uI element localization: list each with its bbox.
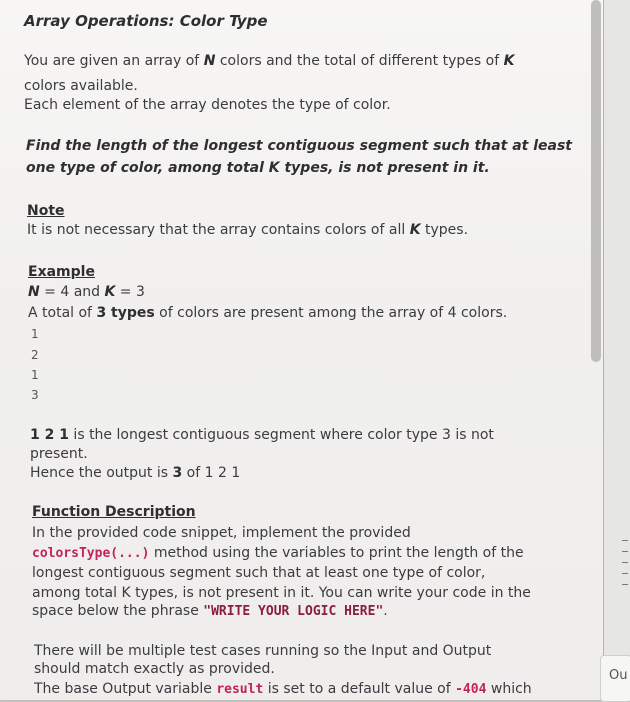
intro-line-3: Each element of the array denotes the type of color. bbox=[24, 97, 391, 113]
example-heading: Example bbox=[28, 264, 95, 280]
example-bold: 1 2 1 bbox=[30, 427, 69, 443]
scrollbar-thumb[interactable] bbox=[591, 0, 601, 362]
example-text: A total of bbox=[28, 305, 97, 321]
var-n: N bbox=[28, 284, 40, 300]
function-desc-text: . bbox=[383, 603, 388, 619]
example-bold: 3 types bbox=[96, 305, 155, 321]
explanation-line-1 bbox=[30, 426, 494, 444]
function-desc-text: space below the phrase bbox=[32, 603, 204, 619]
side-panel bbox=[604, 0, 630, 700]
array-item: 1 bbox=[31, 368, 39, 382]
var-k: K bbox=[503, 53, 515, 69]
note-text-post: types. bbox=[420, 222, 469, 238]
example-text: Hence the output is bbox=[30, 465, 173, 481]
example-text: = 4 and bbox=[39, 284, 105, 300]
function-desc-line-4: among total K types, is not present in it. You can write your code in the bbox=[32, 585, 531, 601]
code-method-name: colorsType(...) bbox=[32, 546, 150, 561]
footer-text: The base Output variable bbox=[34, 681, 217, 697]
code-phrase: "WRITE YOUR LOGIC HERE" bbox=[203, 604, 384, 619]
function-desc-line-1: In the provided code snippet, implement the provided bbox=[32, 525, 411, 541]
function-desc-heading: Function Description bbox=[32, 504, 196, 520]
function-desc-line-2 bbox=[32, 544, 524, 563]
footer-line-1: There will be multiple test cases running so the Input and Output bbox=[34, 643, 492, 659]
output-panel-label: Ou bbox=[609, 668, 628, 683]
footer-line-3 bbox=[34, 680, 532, 699]
note-heading: Note bbox=[27, 203, 65, 219]
var-k: K bbox=[104, 284, 116, 300]
intro-line-2: colors available. bbox=[24, 78, 138, 94]
example-text: of 1 2 1 bbox=[182, 465, 241, 481]
function-desc-text: method using the variables to print the length of the bbox=[149, 545, 524, 561]
intro-text: You are given an array of bbox=[24, 53, 204, 69]
example-text: is the longest contiguous segment where color type 3 is not bbox=[68, 427, 494, 443]
example-text: of colors are present among the array of 4 colors. bbox=[154, 305, 508, 321]
array-item: 3 bbox=[31, 388, 39, 402]
example-params bbox=[28, 283, 145, 301]
var-n: N bbox=[203, 53, 216, 69]
output-panel-tab[interactable] bbox=[600, 655, 630, 702]
array-item: 2 bbox=[31, 348, 39, 362]
note-text-pre: It is not necessary that the array contains colors of all bbox=[27, 222, 410, 238]
page-title: Array Operations: Color Type bbox=[24, 12, 268, 30]
side-panel-marks bbox=[622, 540, 630, 595]
task-line-1: Find the length of the longest contiguous segment such that at least bbox=[26, 138, 572, 154]
footer-text: is set to a default value of bbox=[263, 681, 456, 697]
example-total bbox=[28, 304, 507, 322]
function-desc-line-3: longest contiguous segment such that at least one type of color, bbox=[32, 565, 486, 581]
intro-text: colors and the total of different types of bbox=[215, 53, 504, 69]
footer-line-2: should match exactly as provided. bbox=[34, 661, 275, 677]
code-variable: result bbox=[216, 682, 264, 697]
array-item: 1 bbox=[31, 327, 39, 341]
intro-line-1 bbox=[24, 52, 514, 70]
note-text bbox=[27, 221, 468, 239]
var-k: K bbox=[409, 222, 421, 238]
function-desc-line-5 bbox=[32, 602, 388, 621]
task-line-2: one type of color, among total K types, is not present in it. bbox=[26, 160, 490, 176]
code-value: -404 bbox=[455, 682, 487, 697]
explanation-line-3 bbox=[30, 464, 240, 482]
example-text: = 3 bbox=[115, 284, 145, 300]
example-bold: 3 bbox=[172, 465, 183, 481]
explanation-line-2: present. bbox=[30, 446, 88, 462]
footer-text: which bbox=[486, 681, 532, 697]
